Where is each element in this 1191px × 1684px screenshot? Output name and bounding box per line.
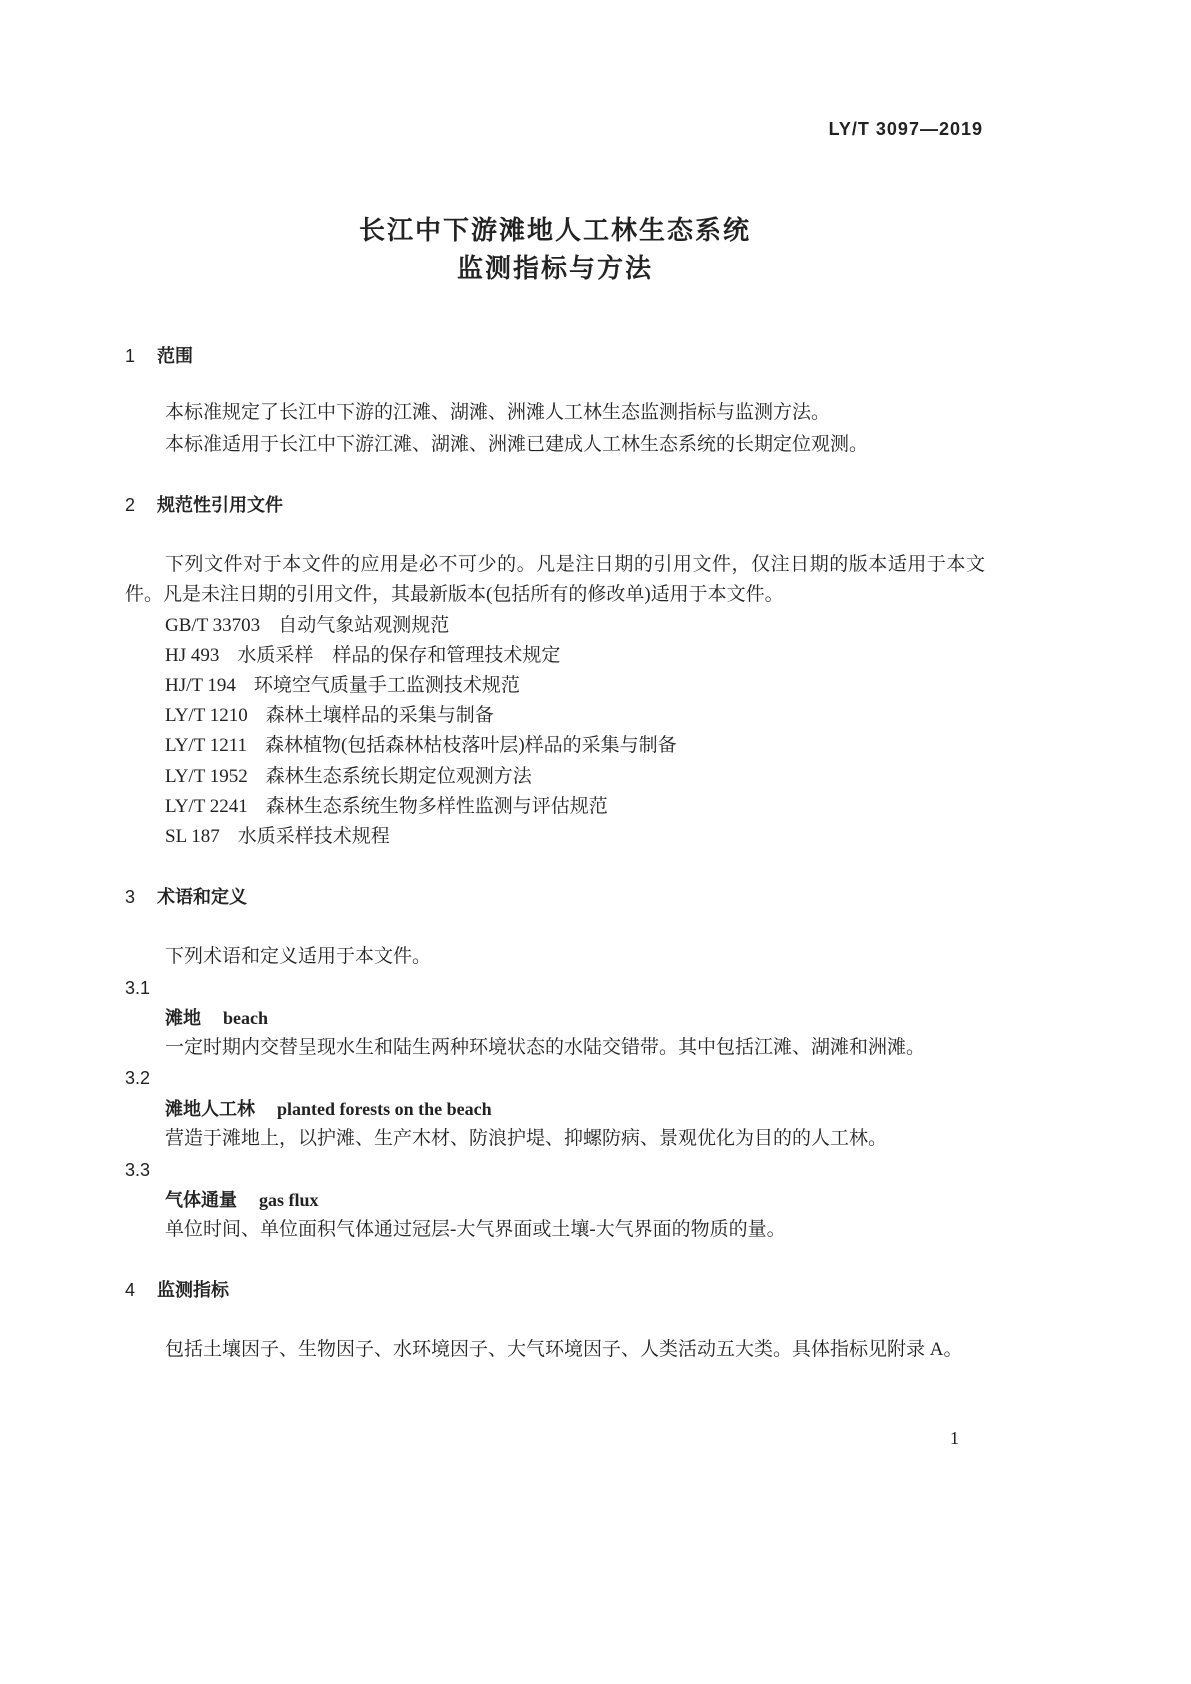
section-title: 术语和定义 xyxy=(157,887,247,907)
term-number: 3.1 xyxy=(125,978,151,998)
reference-code: LY/T 1210 xyxy=(165,705,248,726)
term-en: gas flux xyxy=(259,1190,319,1210)
reference-item xyxy=(165,734,677,758)
reference-item xyxy=(165,674,520,698)
reference-title: 森林生态系统生物多样性监测与评估规范 xyxy=(265,796,608,817)
reference-title: 自动气象站观测规范 xyxy=(278,615,450,636)
section-number: 4 xyxy=(125,1280,136,1300)
reference-item xyxy=(165,704,494,728)
reference-code: LY/T 1211 xyxy=(165,735,248,756)
section-heading-terms xyxy=(125,885,247,909)
reference-item xyxy=(165,614,449,638)
term-en: planted forests on the beach xyxy=(277,1099,492,1119)
reference-code: SL 187 xyxy=(165,826,220,847)
document-title-line1: 长江中下游滩地人工林生态系统 xyxy=(358,215,751,245)
reference-title: 森林植物(包括森林枯枝落叶层)样品的采集与制备 xyxy=(265,735,677,756)
paragraph: 下列术语和定义适用于本文件。 xyxy=(165,946,432,967)
term-en: beach xyxy=(223,1008,268,1028)
term-definition: 一定时期内交替呈现水生和陆生两种环境状态的水陆交错带。其中包括江滩、湖滩和洲滩。 xyxy=(165,1037,926,1058)
reference-item xyxy=(165,644,560,668)
section-number: 3 xyxy=(125,887,136,907)
reference-item xyxy=(165,765,532,789)
section-heading-indicators xyxy=(125,1278,229,1302)
reference-title: 水质采样 样品的保存和管理技术规定 xyxy=(237,645,561,666)
section-heading-scope xyxy=(125,344,193,368)
paragraph: 本标准适用于长江中下游江滩、湖滩、洲滩已建成人工林生态系统的长期定位观测。 xyxy=(165,434,869,455)
section-number: 2 xyxy=(125,495,136,515)
section-number: 1 xyxy=(125,346,136,366)
reference-code: LY/T 1952 xyxy=(165,766,248,787)
term-heading xyxy=(165,1006,268,1030)
reference-code: HJ/T 194 xyxy=(165,675,236,696)
section-title: 规范性引用文件 xyxy=(157,495,283,515)
reference-title: 环境空气质量手工监测技术规范 xyxy=(253,675,520,696)
reference-title: 森林土壤样品的采集与制备 xyxy=(265,705,494,726)
term-number: 3.2 xyxy=(125,1068,151,1088)
term-definition: 单位时间、单位面积气体通过冠层-大气界面或土壤-大气界面的物质的量。 xyxy=(165,1219,786,1240)
paragraph: 本标准规定了长江中下游的江滩、湖滩、洲滩人工林生态监测指标与监测方法。 xyxy=(165,402,831,423)
section-title: 监测指标 xyxy=(157,1280,229,1300)
reference-code: HJ 493 xyxy=(165,645,220,666)
reference-item xyxy=(165,825,390,849)
reference-code: GB/T 33703 xyxy=(165,615,261,636)
reference-title: 森林生态系统长期定位观测方法 xyxy=(265,766,532,787)
term-heading xyxy=(165,1097,492,1121)
section-title: 范围 xyxy=(157,346,193,366)
reference-title: 水质采样技术规程 xyxy=(237,826,390,847)
page-number: 1 xyxy=(950,1428,959,1448)
term-zh: 滩地人工林 xyxy=(165,1099,255,1119)
reference-code: LY/T 2241 xyxy=(165,796,248,817)
term-zh: 气体通量 xyxy=(165,1190,237,1210)
reference-item xyxy=(165,795,608,819)
term-zh: 滩地 xyxy=(165,1008,201,1028)
term-heading xyxy=(165,1188,319,1212)
term-number: 3.3 xyxy=(125,1160,151,1180)
section-heading-normative-references xyxy=(125,493,283,517)
term-definition: 营造于滩地上，以护滩、生产木材、防浪护堤、抑螺防病、景观优化为目的的人工林。 xyxy=(165,1128,888,1149)
paragraph: 包括土壤因子、生物因子、水环境因子、大气环境因子、人类活动五大类。具体指标见附录 A。 xyxy=(165,1339,963,1360)
paragraph: 件。凡是未注日期的引用文件，其最新版本(包括所有的修改单)适用于本文件。 xyxy=(125,584,784,605)
paragraph: 下列文件对于本文件的应用是必不可少的。凡是注日期的引用文件，仅注日期的版本适用于本文 xyxy=(165,554,985,575)
document-title-line2: 监测指标与方法 xyxy=(456,253,653,283)
standard-code: LY/T 3097—2019 xyxy=(828,119,983,139)
